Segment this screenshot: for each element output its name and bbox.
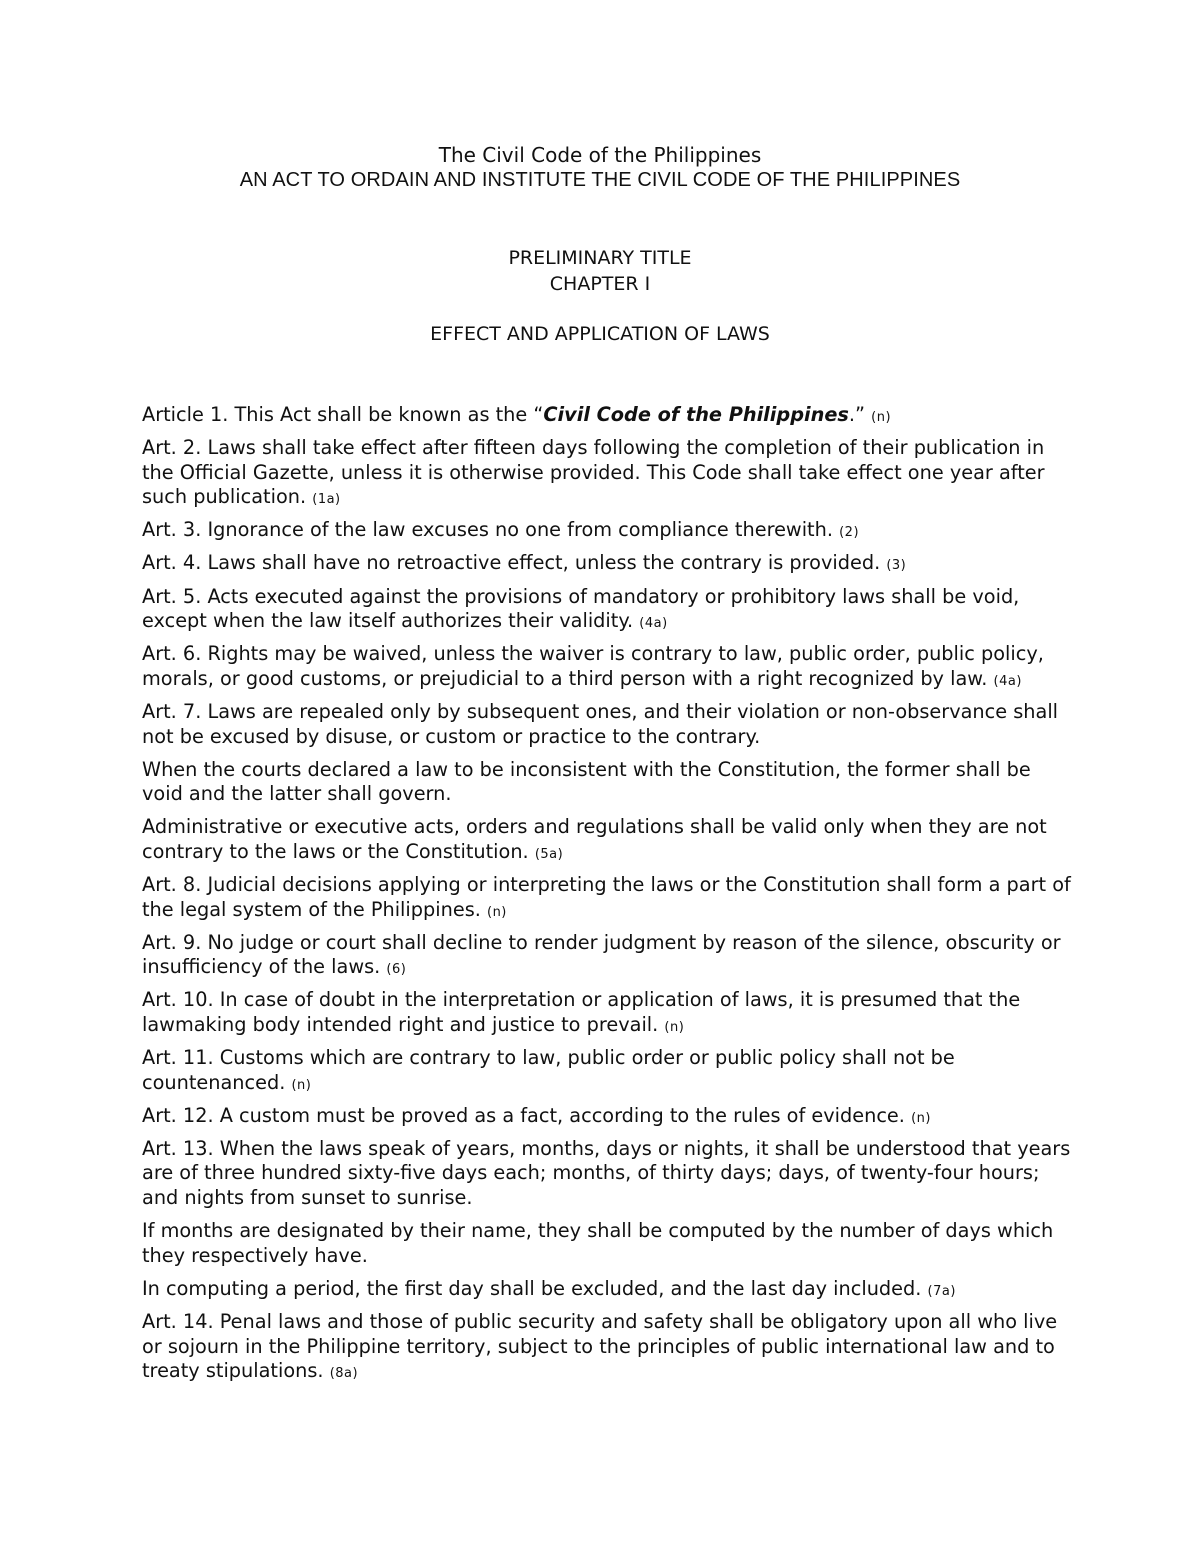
paragraph-art-14 [142, 1310, 1072, 1387]
paragraph-ref: (4a) [639, 616, 668, 632]
article-1-prefix: Article 1. This Act shall be known as the “ [142, 403, 544, 426]
paragraph-art-2 [142, 436, 1072, 513]
paragraph-art-7-courts [142, 758, 1072, 810]
paragraph-text: Art. 9. No judge or court shall decline to render judgment by reason of the silence, obscurity or insufficiency of the laws. [142, 930, 1061, 979]
paragraph-ref: (n) [291, 1077, 312, 1093]
article-1-ref: (n) [871, 410, 892, 425]
paragraph-text: Art. 10. In case of doubt in the interpretation or application of laws, it is presumed that the lawmaking body intended right and justice to prevail. [142, 988, 1021, 1036]
paragraph-text: Art. 14. Penal laws and those of public security and safety shall be obligatory upon all who live or sojourn in the Philippine territory, subject to the principles of public international law and to treaty stipulations. [142, 1309, 1058, 1383]
chapter-number: CHAPTER I [549, 273, 651, 295]
paragraph-art-6 [142, 642, 1072, 694]
paragraph-text: Art. 13. When the laws speak of years, months, days or nights, it shall be understood that years are of three hundred sixty-five days each; months, of thirty days; days, of twenty-four hours; and nights from sunset to sunrise. [142, 1136, 1071, 1210]
paragraph-ref: (6) [386, 962, 407, 978]
paragraph-art-13-computing [142, 1277, 1072, 1305]
article-1 [142, 403, 1072, 431]
paragraph-text: Art. 6. Rights may be waived, unless the waiver is contrary to law, public order, public policy, morals, or good customs, or prejudicial to a third person with a right recognized by law. [142, 642, 1044, 690]
paragraph-text: Art. 7. Laws are repealed only by subsequent ones, and their violation or non-observance shall not be excused by disuse, or custom or practice to the contrary. [142, 699, 1059, 748]
paragraph-text: If months are designated by their name, they shall be computed by the number of days which they respectively have. [142, 1219, 1054, 1267]
paragraph-ref: (1a) [312, 492, 341, 508]
paragraph-text: Art. 2. Laws shall take effect after fifteen days following the completion of their publication in the Official Gazette, unless it is otherwise provided. This Code shall take effect one year after such publication. [142, 436, 1045, 509]
paragraph-art-9 [142, 931, 1072, 983]
paragraph-ref: (2) [839, 525, 860, 541]
paragraph-ref: (4a) [993, 673, 1022, 689]
preliminary-title: PRELIMINARY TITLE [508, 247, 692, 269]
paragraph-text: Art. 12. A custom must be proved as a fact, according to the rules of evidence. [142, 1103, 912, 1127]
article-1-code-name: Civil Code of the Philippines [543, 403, 849, 426]
paragraph-text: In computing a period, the first day shall be excluded, and the last day included. [142, 1276, 928, 1300]
document-title: The Civil Code of the Philippines [438, 143, 762, 167]
article-1-suffix: .” [848, 403, 872, 426]
paragraph-ref: (3) [886, 558, 907, 574]
paragraph-text: Administrative or executive acts, orders and regulations shall be valid only when they are not contrary to the laws or the Constitution. [142, 815, 1047, 863]
paragraph-art-12 [142, 1104, 1072, 1132]
paragraph-art-10 [142, 988, 1072, 1040]
chapter-heading: EFFECT AND APPLICATION OF LAWS [430, 323, 770, 345]
document-subtitle: AN ACT TO ORDAIN AND INSTITUTE THE CIVIL CODE OF THE PHILIPPINES [239, 169, 961, 191]
paragraph-art-4 [142, 551, 1072, 579]
paragraph-text: Art. 11. Customs which are contrary to law, public order or public policy shall not be countenanced. [142, 1046, 955, 1094]
paragraph-art-3 [142, 518, 1072, 546]
paragraph-ref: (7a) [927, 1283, 956, 1299]
paragraph-art-7 [142, 700, 1072, 752]
paragraph-art-7-administrative [142, 815, 1072, 867]
paragraph-text: Art. 3. Ignorance of the law excuses no one from compliance therewith. [142, 518, 840, 542]
paragraph-text: Art. 5. Acts executed against the provisions of mandatory or prohibitory laws shall be void, except when the law itself authorizes their validity. [142, 584, 1020, 633]
paragraph-ref: (n) [664, 1019, 685, 1035]
paragraph-art-13-months [142, 1219, 1072, 1271]
paragraph-text: Art. 8. Judicial decisions applying or interpreting the laws or the Constitution shall form a part of the legal system of the Philippines. [142, 873, 1071, 921]
paragraph-ref: (8a) [329, 1366, 359, 1382]
paragraph-art-11 [142, 1046, 1072, 1098]
paragraph-ref: (n) [487, 904, 507, 920]
paragraph-art-5 [142, 585, 1072, 637]
articles-body [142, 403, 1072, 1392]
paragraph-text: Art. 4. Laws shall have no retroactive effect, unless the contrary is provided. [142, 551, 887, 575]
paragraph-ref: (n) [911, 1110, 931, 1126]
paragraph-art-13 [142, 1137, 1072, 1214]
paragraph-ref: (5a) [534, 846, 564, 862]
paragraph-text: When the courts declared a law to be inconsistent with the Constitution, the former shall be void and the latter shall govern. [142, 757, 1031, 806]
paragraph-art-8 [142, 873, 1072, 925]
